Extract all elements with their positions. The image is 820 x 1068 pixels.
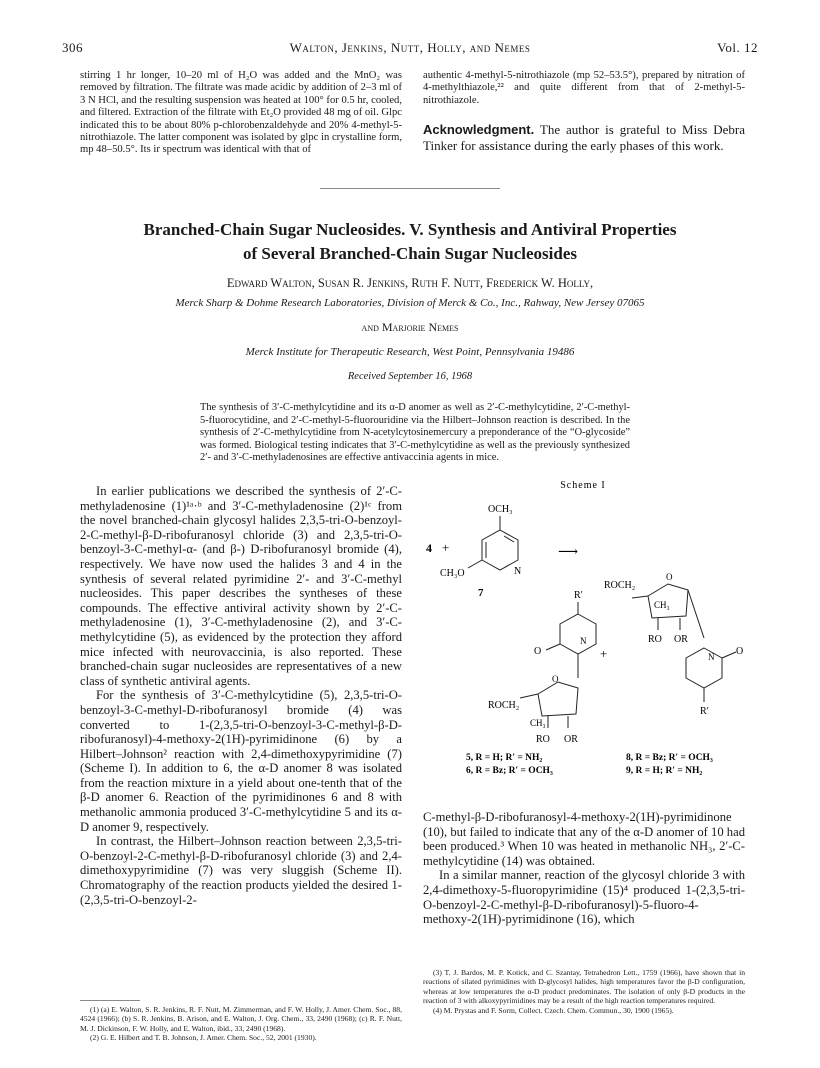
body-paragraph: C-methyl-β-D-ribofuranosyl-4-methoxy-2(1H)-pyrimidinone (10), but failed to indicate that any of the α-D anomer of 10 had been produced.³ When 10 was heated in methanolic NH₃, 2′-C-methylcytidine (14) was obtained. <box>423 810 745 868</box>
affiliation-1: Merck Sharp & Dohme Research Laboratories, Division of Merck & Co., Inc., Rahway, New Jersey 07065 <box>175 297 645 309</box>
ro-label: RO <box>536 734 550 745</box>
previous-article-text-right: authentic 4-methyl-5-nitrothiazole (mp 52–53.5°), prepared by nitration of 4-methylthiazole,²² and quite different from that of 2-methyl-5-nitrothiazole. <box>423 70 745 106</box>
previous-article-text-left: stirring 1 hr longer, 10–20 ml of H₂O was added and the MnO₂ was removed by filtration. The filtrate was made acidic by addition of 2–3 ml of 3 N HCl, and the resulting suspension was heated at 100° for 0.5 hr, cooled, and filtered. Extraction of the filtrate with Et₂O provided 48 mg of oil. Glpc indicated this to be about 80% p-chlorobenzaldehyde and 20% 4-methyl-5-nitrothiazole. The latter component was isolated by glpc in crystalline form, mp 48–50.5°. Its ir spectrum was identical with that of <box>80 70 402 156</box>
och3-group-label: OCH₃ <box>488 504 513 515</box>
or-label: OR <box>564 734 578 745</box>
article-title-line1: Branched-Chain Sugar Nucleosides. V. Synthesis and Antiviral Properties <box>143 220 677 239</box>
authors-line2: and Marjorie Nemes <box>361 320 459 334</box>
ring-n-label: N <box>580 636 587 646</box>
reactant-4-label: 4 <box>426 541 432 555</box>
or-label: OR <box>674 634 688 645</box>
abstract: The synthesis of 3′-C-methylcytidine and its α-D anomer as well as 2′-C-methylcytidine, 2′-C-methyl-5-fluorocytidine, and 2′-C-methyl-5-fluorouridine via the Hilbert–Johnson reaction is described. In the synthesis of 2′-C-methylcytidine from N-acetylcytosinemercury a preponderance of the “O-glycoside” was formed. Biological testing indicates that 3′-C-methylcytidine as well as the previously synthesized 2′- and 3′-C-methyladenosines are effective antivaccinia agents in mice. <box>200 402 630 464</box>
ch3-branch-label: CH₃ <box>654 600 670 610</box>
caption-compound-5: 5, R = H; R′ = NH₂ <box>466 753 543 763</box>
plus-sign: + <box>442 540 450 555</box>
pyrimidine-7-ring <box>468 516 518 570</box>
carbonyl-o-label: O <box>736 646 744 657</box>
roch2-label: ROCH₂ <box>604 580 636 591</box>
ring-n-label: N <box>514 566 522 577</box>
ro-label: RO <box>648 634 662 645</box>
scheme-1 <box>418 478 748 776</box>
authors-line1: Edward Walton, Susan R. Jenkins, Ruth F. Nutt, Frederick W. Holly, <box>226 276 594 290</box>
caption-compound-9: 9, R = H; R′ = NH₂ <box>626 766 703 776</box>
beta-anomer-structure <box>520 602 596 728</box>
body-column-left <box>80 484 402 907</box>
roch2-label: ROCH₂ <box>488 700 520 711</box>
ring-o-label: O <box>666 572 673 582</box>
body-column-right <box>423 810 745 927</box>
body-paragraph: In earlier publications we described the synthesis of 2′-C-methyladenosine (1)¹ᵃ·ᵇ and 3′-C-methyladenosine (2)¹ᶜ from the novel branched-chain glycosyl halides 2,3,5-tri-O-benzoyl-2-C-methyl-β-D-ribofuranosyl chloride (3) and 2,3,5-tri-O-benzoyl-3-C-methyl-α- (and β-) D-ribofuranosyl bromide (4), respectively. We have now used the halides 3 and 4 in the synthesis of several related pyrimidine 2′- and 3′-C-methyl nucleosides. This paper describes the syntheses of these compounds. The effective antiviral activity shown by 2′-C-methyladenosine (1), 3′-C-methyladenosine (2), and 3′-C-methylcytidine (5), as evidenced by the protection they afford mice infected with neurovaccinia, is also reported. These branched-chain sugar nucleosides are representatives of a new class of synthetic antiviral agents. <box>80 484 402 688</box>
running-title: Walton, Jenkins, Nutt, Holly, and Nemes <box>289 40 531 55</box>
article-title <box>60 218 760 266</box>
r-prime-label: R′ <box>700 706 709 717</box>
footnote: (2) G. E. Hilbert and T. B. Johnson, J. Amer. Chem. Soc., 52, 2001 (1930). <box>90 1033 317 1043</box>
article-title-line2: of Several Branched-Chain Sugar Nucleosides <box>242 244 578 263</box>
article-divider <box>320 188 500 189</box>
footnotes-right <box>423 968 745 1015</box>
page-number: 306 <box>62 40 83 55</box>
carbonyl-o-label: O <box>534 646 542 657</box>
ring-n-label: N <box>708 652 715 662</box>
ring-o-label: O <box>552 674 559 684</box>
body-paragraph: In a similar manner, reaction of the glycosyl chloride 3 with 2,4-dimethoxy-5-fluoropyrimidine (15)⁴ produced 1-(2,3,5-tri-O-benzoyl-2-C-methyl-β-D-ribofuranosyl)-5-fluoro-4-methoxy-2(1H)-pyrimidinone (16), which <box>423 868 745 927</box>
acknowledgment-heading: Acknowledgment. <box>423 122 535 137</box>
footnote: (3) T. J. Bardos, M. P. Kotick, and C. Szantay, Tetrahedron Lett., 1759 (1966), have shown that in reactions of silated pyrimidines with D-glycosyl halides, high temperatures favor the β-D configuration, whereas at low temperatures the α-D product predominates. The isolation of only β-D products in the reaction of 3 with alkoxypyrimidines may be a result of the high reaction temperatures required. <box>423 968 745 1006</box>
body-paragraph: For the synthesis of 3′-C-methylcytidine (5), 2,3,5-tri-O-benzoyl-3-C-methyl-D-ribofuranosyl bromide (4) was converted to 1-(2,3,5-tri-O-benzoyl-3-C-methyl-β-D-ribofuranosyl)-4-methoxy-2(1H)-pyrimidinone (6) by a Hilbert–Johnson² reaction with 2,4-dimethoxypyrimidine (7) (Scheme I). In addition to 6, the α-D anomer 8 was isolated from the reaction mixture in a yield about one-tenth that of the β-D anomer 6. Reaction of the pyrimidinones 6 and 8 with methanolic ammonia produced 3′-C-methylcytidine 5 and its α-D anomer 9, respectively. <box>80 688 402 834</box>
volume-label: Vol. 12 <box>717 40 758 55</box>
acknowledgment-text: The author is grateful to Miss Debra Tinker for assistance during the early phases of this work. <box>423 122 745 153</box>
acknowledgment <box>423 122 745 154</box>
footnote-rule <box>80 1000 140 1001</box>
scheme-title: Scheme I <box>560 480 606 491</box>
body-paragraph: In contrast, the Hilbert–Johnson reaction between 2,3,5-tri-O-benzoyl-2-C-methyl-β-D-ribofuranosyl chloride (3) and 2,4-dimethoxypyrimidine (7) was very sluggish (Scheme II). Chromatography of the reaction products yielded the desired 1-(2,3,5-tri-O-benzoyl-2- <box>80 834 402 907</box>
ch3-branch-label: CH₃ <box>530 718 546 728</box>
r-prime-label: R′ <box>574 590 583 601</box>
caption-compound-8: 8, R = Bz; R′ = OCH₃ <box>626 753 713 763</box>
reaction-arrow: ⟶ <box>558 545 579 560</box>
footnotes-left <box>80 1005 402 1043</box>
compound-7-label: 7 <box>478 587 484 599</box>
footnote: (1) (a) E. Walton, S. R. Jenkins, R. F. Nutt, M. Zimmerman, and F. W. Holly, J. Amer. Chem. Soc., 88, 4524 (1966); (b) S. R. Jenkins, B. Arison, and E. Walton, J. Org. Chem., 33, 2490 (1968); (c) R. F. Nutt, M. J. Dickinson, F. W. Holly, and E. Walton, ibid., 33, 2490 (1968). <box>80 1005 402 1033</box>
footnote: (4) M. Prystas and F. Sorm, Collect. Czech. Chem. Commun., 30, 1900 (1965). <box>433 1005 674 1015</box>
plus-sign: + <box>600 646 608 661</box>
ch3o-group-label: CH₃O <box>440 568 465 579</box>
caption-compound-6: 6, R = Bz; R′ = OCH₃ <box>466 766 553 776</box>
received-date: Received September 16, 1968 <box>347 371 473 382</box>
affiliation-2: Merck Institute for Therapeutic Research, West Point, Pennsylvania 19486 <box>245 346 575 358</box>
